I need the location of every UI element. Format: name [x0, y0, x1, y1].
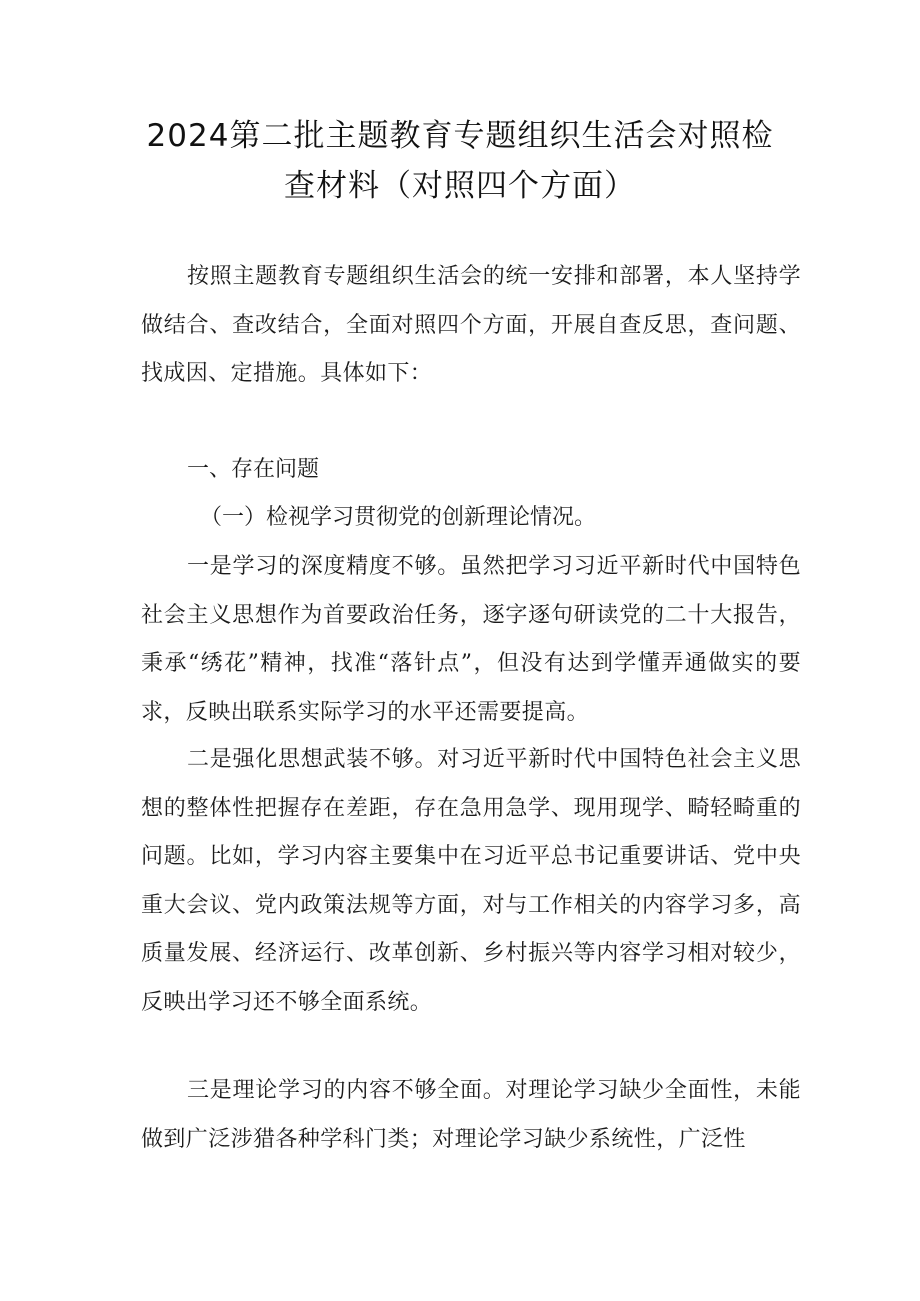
paragraph-second-point: 二是强化思想武装不够。对习近平新时代中国特色社会主义思想的整体性把握存在差距，存在急用急学、现用现学、畸轻畸重的问题。比如，学习内容主要集中在习近平总书记重要讲话、党中央重大会议、党内政策法规等方面，对与工作相关的内容学习多，高质量发展、经济运行、改革创新、乡村振兴等内容学习相对较少，反映出学习还不够全面系统。 — [141, 747, 801, 1015]
section-heading-problems: 一、存在问题 — [187, 457, 320, 482]
paragraph-third-point: 三是理论学习的内容不够全面。对理论学习缺少全面性，未能做到广泛涉猎各种学科门类；对理论学习缺少系统性，广泛性 — [141, 1078, 801, 1152]
subsection-heading-study: （一）检视学习贯彻党的创新理论情况。 — [200, 505, 597, 530]
intro-paragraph: 按照主题教育专题组织生活会的统一安排和部署，本人坚持学做结合、查改结合，全面对照四个方面，开展自查反思，查问题、找成因、定措施。具体如下： — [141, 264, 801, 386]
document-title-line2: 查材料（对照四个方面） — [284, 168, 636, 204]
document-title-line1: 2024第二批主题教育专题组织生活会对照检 — [146, 118, 774, 154]
paragraph-first-point: 一是学习的深度精度不够。虽然把学习习近平新时代中国特色社会主义思想作为首要政治任务，逐字逐句研读党的二十大报告，秉承“绣花”精神，找准“落针点”，但没有达到学懂弄通做实的要求，反映出联系实际学习的水平还需要提高。 — [141, 554, 801, 725]
